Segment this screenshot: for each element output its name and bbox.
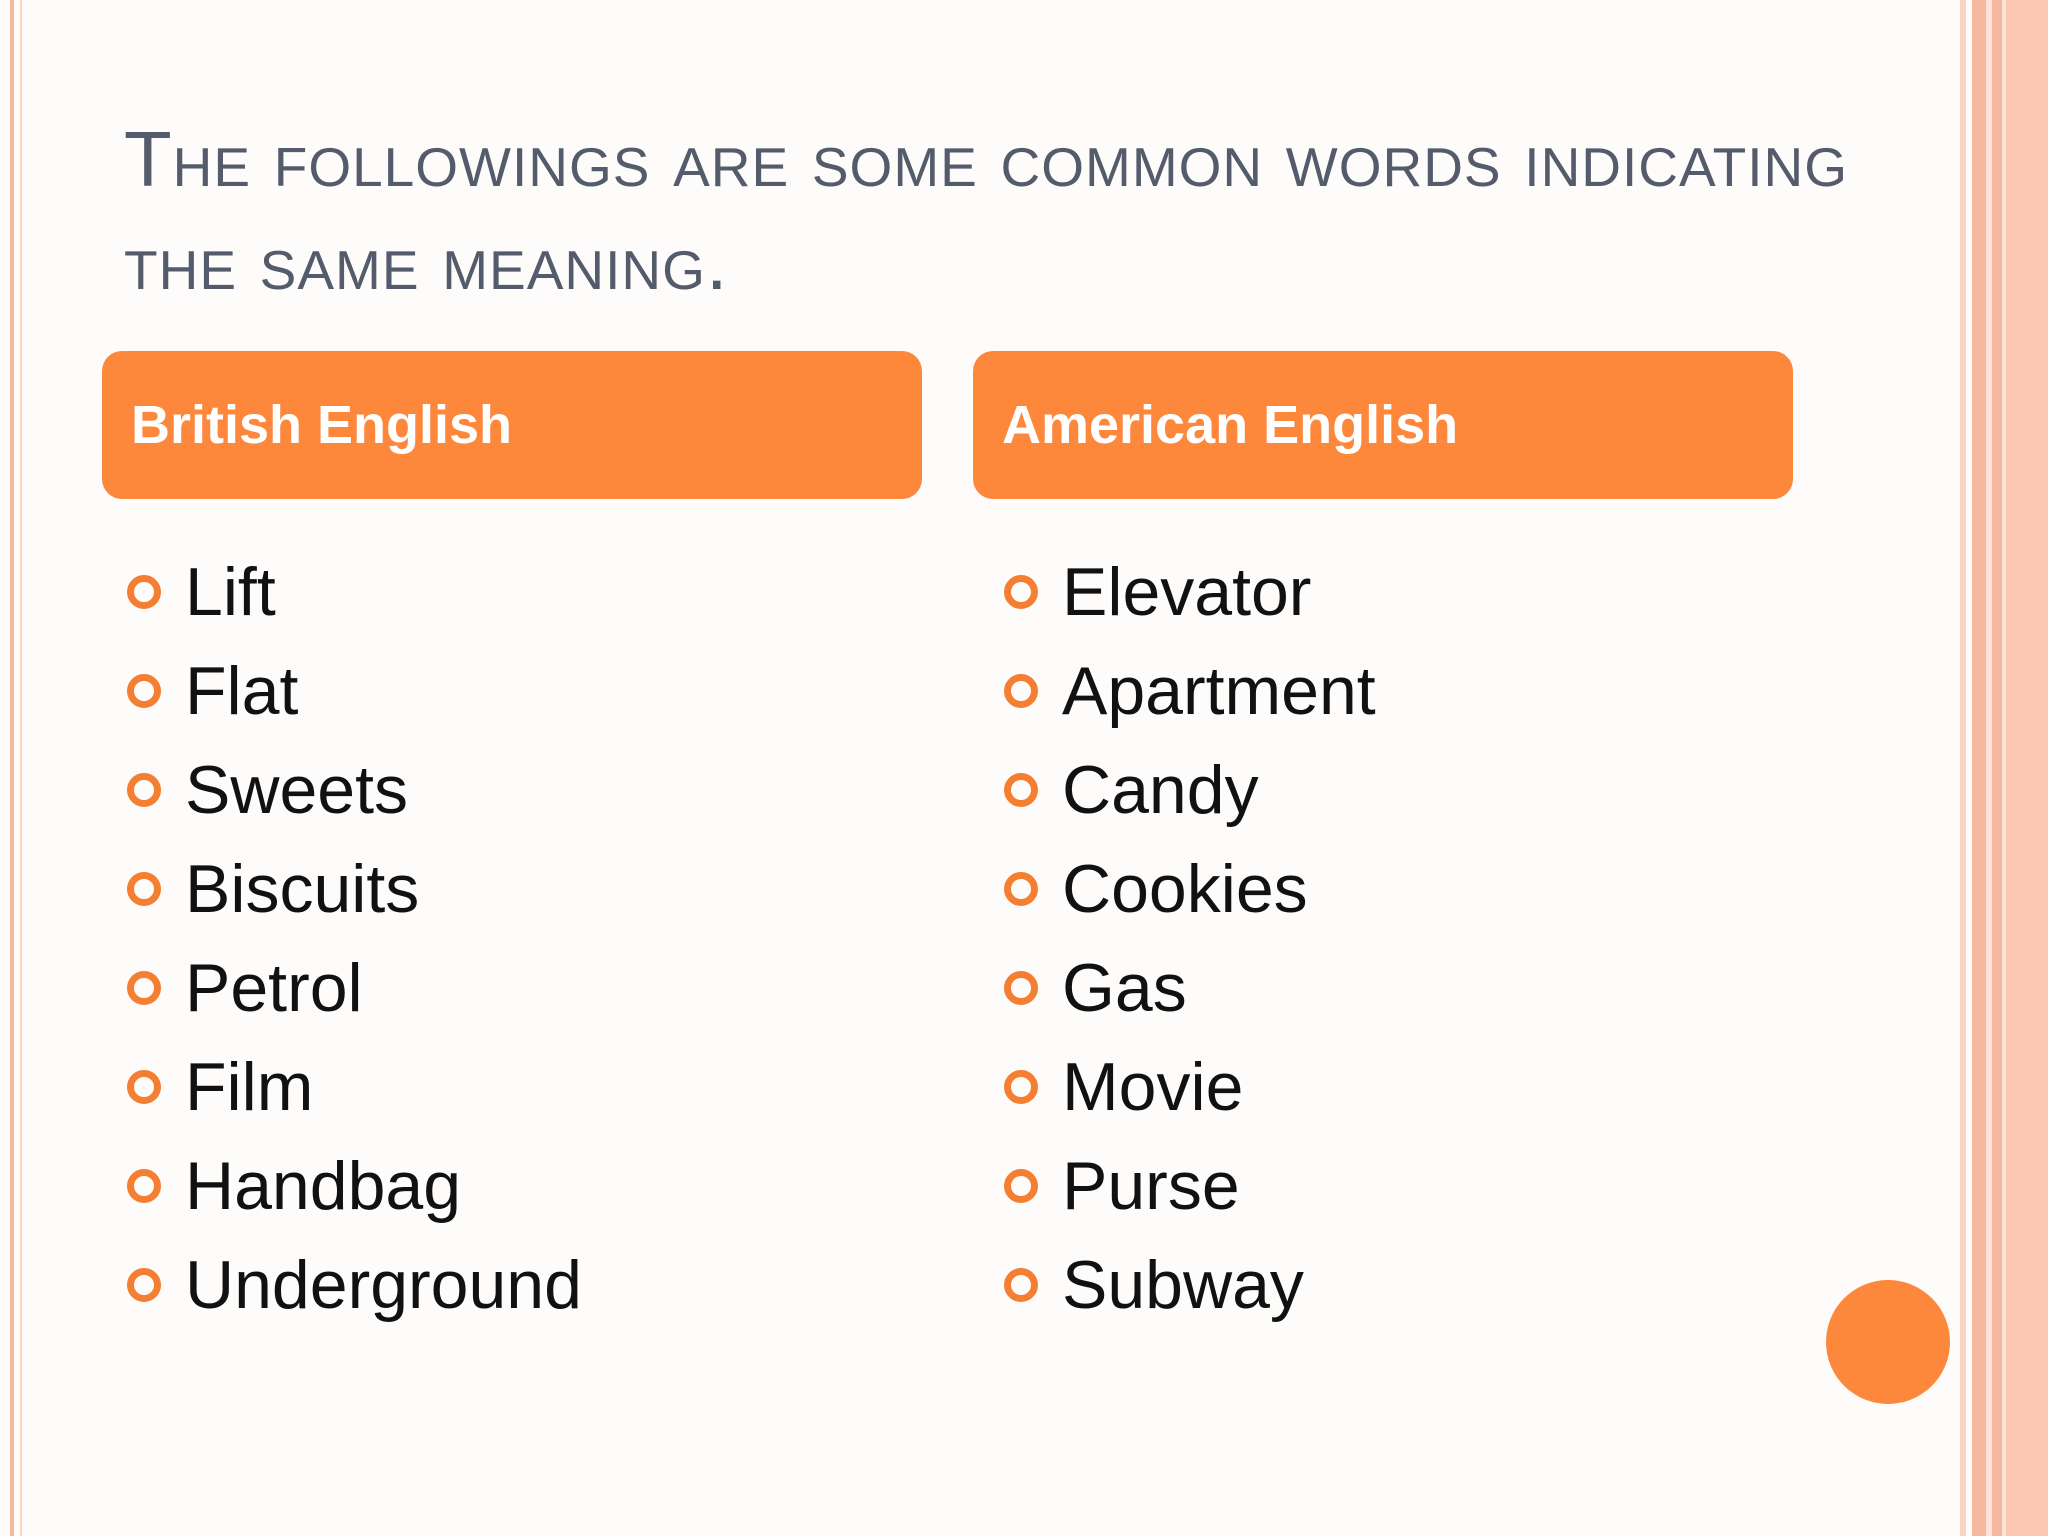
- word-label: Candy: [1062, 751, 1259, 828]
- left-border-stripe-thin: [20, 0, 22, 1536]
- british-english-header-label: British English: [131, 395, 513, 455]
- circle-bullet-icon: [127, 971, 161, 1005]
- circle-bullet-icon: [127, 575, 161, 609]
- american-word-list: [1004, 542, 1376, 1334]
- word-label: Handbag: [185, 1147, 462, 1224]
- list-item: [1004, 740, 1376, 839]
- right-border-stripe: [2006, 0, 2048, 1536]
- list-item: [1004, 641, 1376, 740]
- circle-bullet-icon: [1004, 773, 1038, 807]
- list-item: [127, 740, 582, 839]
- list-item: [127, 1235, 582, 1334]
- word-label: Cookies: [1062, 850, 1308, 927]
- list-item: [1004, 1136, 1376, 1235]
- circle-bullet-icon: [1004, 971, 1038, 1005]
- list-item: [127, 1136, 582, 1235]
- list-item: [1004, 1037, 1376, 1136]
- circle-bullet-icon: [127, 1070, 161, 1104]
- list-item: [127, 839, 582, 938]
- circle-bullet-icon: [127, 1169, 161, 1203]
- word-label: Flat: [185, 652, 299, 729]
- word-label: Film: [185, 1048, 314, 1125]
- list-item: [1004, 938, 1376, 1037]
- circle-bullet-icon: [1004, 674, 1038, 708]
- circle-bullet-icon: [127, 872, 161, 906]
- circle-bullet-icon: [1004, 1169, 1038, 1203]
- circle-bullet-icon: [127, 1268, 161, 1302]
- word-label: Elevator: [1062, 553, 1312, 630]
- word-label: Purse: [1062, 1147, 1240, 1224]
- word-label: Biscuits: [185, 850, 420, 927]
- word-label: Sweets: [185, 751, 408, 828]
- right-border-stripe: [1972, 0, 1986, 1536]
- circle-bullet-icon: [1004, 575, 1038, 609]
- circle-bullet-icon: [1004, 872, 1038, 906]
- list-item: [127, 542, 582, 641]
- list-item: [1004, 542, 1376, 641]
- circle-bullet-icon: [1004, 1268, 1038, 1302]
- decorative-circle: [1826, 1280, 1950, 1404]
- circle-bullet-icon: [127, 674, 161, 708]
- american-english-header-label: American English: [1002, 395, 1459, 455]
- word-label: Apartment: [1062, 652, 1376, 729]
- word-label: Gas: [1062, 949, 1187, 1026]
- circle-bullet-icon: [1004, 1070, 1038, 1104]
- british-word-list: [127, 542, 582, 1334]
- word-label: Movie: [1062, 1048, 1244, 1125]
- right-border-stripe: [1992, 0, 2002, 1536]
- word-label: Underground: [185, 1246, 582, 1323]
- list-item: [127, 938, 582, 1037]
- word-label: Petrol: [185, 949, 363, 1026]
- circle-bullet-icon: [127, 773, 161, 807]
- right-border-stripe: [1960, 0, 1966, 1536]
- left-border-stripe: [10, 0, 14, 1536]
- british-english-header: [102, 351, 922, 499]
- list-item: [127, 641, 582, 740]
- list-item: [127, 1037, 582, 1136]
- american-english-header: [973, 351, 1793, 499]
- word-label: Lift: [185, 553, 276, 630]
- list-item: [1004, 839, 1376, 938]
- list-item: [1004, 1235, 1376, 1334]
- slide-title: The followings are some common words indicating the same meaning.: [124, 115, 1848, 306]
- word-label: Subway: [1062, 1246, 1304, 1323]
